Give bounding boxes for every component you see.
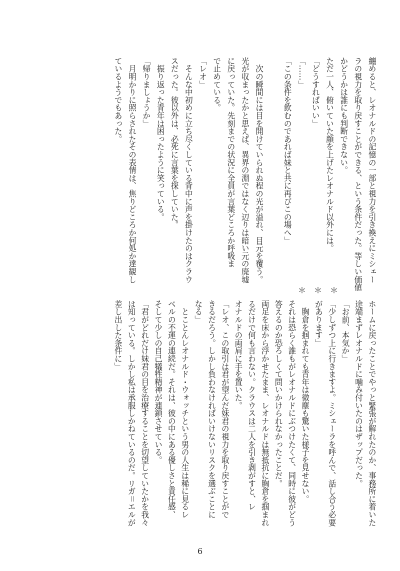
text-line: そんな中初めに立ち尽くしている背中に声を掛けたのはクラウ <box>184 57 194 284</box>
text-line: 「君がどれだけ妹君の目を治療することを切望していたかを我々 <box>140 300 150 527</box>
text-line: 次の瞬間には目を開けていられぬ程の光が溢れ、目元を覆う。 <box>255 57 264 284</box>
text-line: 「帰りましょうか」 <box>142 57 152 128</box>
text-line: 両足を床から浮かせたまま、レオナルドは無抵抗に胸倉を掴まれ <box>260 300 270 527</box>
text-line: なる」 <box>194 300 204 324</box>
text-line: 纏めると、レオナルドの記憶の一部と視力を引き換えにミシェー <box>367 57 377 284</box>
text-line: 「少しずつ上に行きますよ。ミシェーラを呼んで、話し合う必要 <box>327 300 337 527</box>
text-line: それは恐らく誰もがレオナルドにぶつけたくて、同時に彼がどう <box>287 300 297 527</box>
text-line: で止めている。 <box>212 57 222 112</box>
text-line: があります」 <box>314 300 324 347</box>
page-number: 6 <box>197 547 203 556</box>
text-line: 「この条件を飲むのであれば妹と共に再びこの場へ」 <box>283 57 293 245</box>
text-line: ているようでもあった。 <box>113 57 123 143</box>
text-line: とことんレオナルド・ウォッチという男の人生は稀に見るレ <box>180 300 190 519</box>
text-line: 光が収まったかと思えば、異界の淵ではなく辺りは暗い元の廃墟 <box>240 57 250 284</box>
text-line: 「どうすればいい」 <box>311 57 321 128</box>
text-line: オナルドの両肩に手を置いた。 <box>234 300 244 410</box>
text-line: 胸倉を掴まれても青年は微塵も驚いた様子を見せない。 <box>301 300 311 503</box>
text-line: 「お前、本気か」 <box>341 300 351 363</box>
text-line: 「レオ、この取引は君が望んだ妹君の視力を取り戻すことがで <box>220 300 230 519</box>
text-line: ただ一人、俯いていた顔を上げたレオナルド以外には。 <box>325 57 335 252</box>
text-line: ベルの不運の連続だ。それは、彼の中にある優しさと責任感、 <box>167 300 177 519</box>
text-line: 答えるのか恐ろしくて問いかけられなかったことだ。 <box>274 300 284 488</box>
text-line: 途端まずレオナルドに噛み付いたのはザップだった。 <box>354 300 364 488</box>
text-line: そして少しの自己犠牲精神が連鎖させている。 <box>154 300 163 464</box>
text-line: 「……」 <box>297 57 307 89</box>
text-line: は知っている。しかし私は承服しかねているのだ。リガ＝エルが <box>127 300 137 527</box>
scene-break: ＊ ＊ ＊ <box>298 286 338 295</box>
text-line: るだけで何も言わない。クラウスは二人を引き剥がすと、レ <box>247 300 257 511</box>
text-line: かどうかは誰にも判断できない。 <box>339 57 349 174</box>
text-line: 差し出した条件に」 <box>113 300 123 371</box>
text-line: に戻っていた。先刻までの状況に全員が言葉どころか呼吸ま <box>226 57 236 268</box>
text-line: 月明かりに照らされたその表情は、焦りどころか何処か達観し <box>128 57 137 284</box>
text-line: ホームに戻ったことでやっと緊張が解れたのか、事務所に着いた <box>367 300 377 527</box>
text-line: 「レオ」 <box>198 57 208 89</box>
text-line: スだった。彼以外は、必死に言葉を探していた。 <box>170 57 180 229</box>
text-line: きるだろう。しかし負わなければいけないリスクを選ぶことに <box>207 300 217 519</box>
text-line: 振り返った青年は困ったように笑っている。 <box>156 57 166 221</box>
text-line: ラの視力を取り戻すことができる、という条件だった。等しい価値 <box>353 57 363 291</box>
